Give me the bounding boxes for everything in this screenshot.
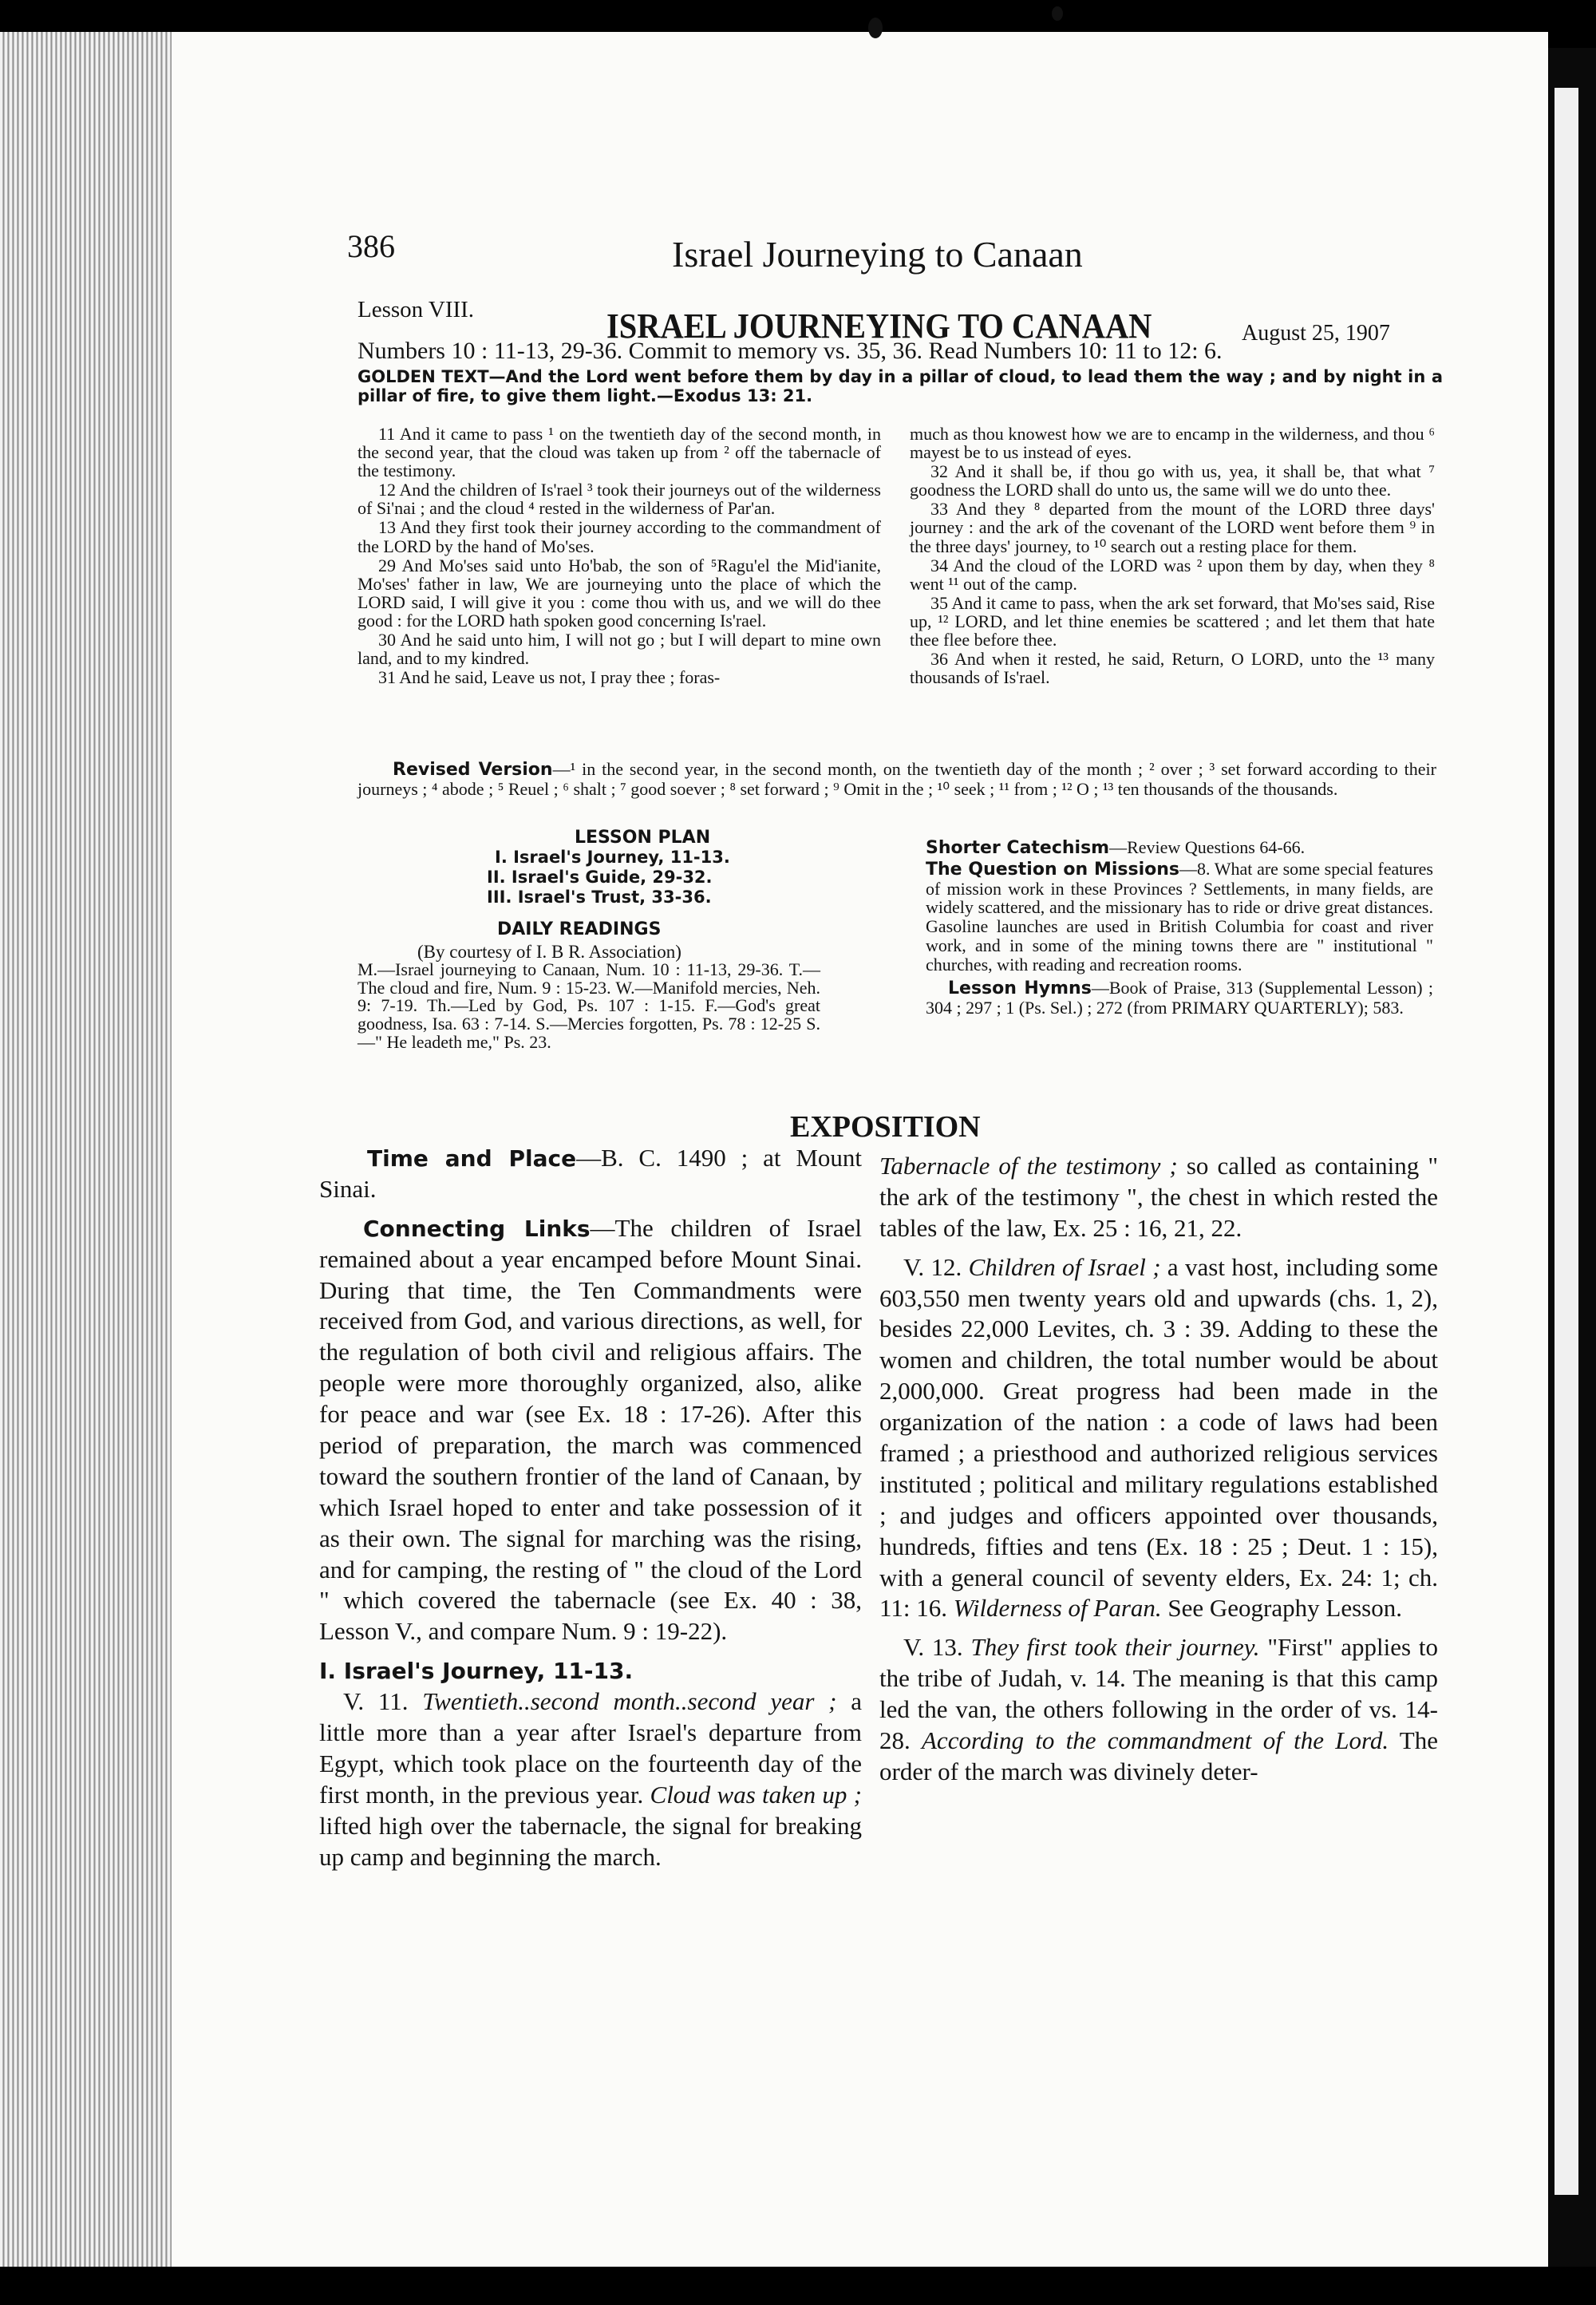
phrase: Tabernacle of the testimony ; bbox=[879, 1152, 1178, 1180]
missions-label: The Question on Missions bbox=[926, 859, 1180, 880]
shorter-catechism-label: Shorter Catechism bbox=[926, 838, 1110, 858]
shorter-catechism-text: —Review Questions 64-66. bbox=[1109, 837, 1306, 857]
lesson-plan-item: III. Israel's Trust, 33-36. bbox=[487, 887, 712, 907]
verse: 36 And when it rested, he said, Return, O LORD, unto the ¹³ many thousands of Is'rael. bbox=[910, 649, 1435, 688]
verse: 33 And they ⁸ departed from the mount of the LORD three days' journey : and the ark of the covenant of the LORD went before them ⁹ in the three days' journey, to ¹⁰ search out a resting place for them. bbox=[910, 499, 1435, 556]
lesson-plan-title: LESSON PLAN bbox=[575, 828, 711, 848]
note-text: The order of the march was divinely deter- bbox=[879, 1726, 1439, 1785]
time-and-place-text: —B. C. 1490 ; at Mount Sinai. bbox=[319, 1144, 862, 1203]
lesson-plan-item: II. Israel's Guide, 29-32. bbox=[487, 867, 713, 887]
lesson-hymns-label: Lesson Hymns bbox=[948, 979, 1092, 999]
exposition-title: EXPOSITION bbox=[790, 1110, 981, 1144]
time-and-place-label: Time and Place bbox=[367, 1145, 577, 1172]
note-text: so called as containing " the ark of the testimony ", the chest in which rested the tables of the law, Ex. 25 : 16, 21, 22. bbox=[879, 1152, 1438, 1242]
verse-13-note bbox=[879, 1632, 1438, 1787]
phrase: Children of Israel ; bbox=[968, 1252, 1161, 1281]
phrase: Wilderness of Paran. bbox=[953, 1594, 1162, 1623]
phrase: Twentieth..second month..second year ; bbox=[422, 1687, 837, 1716]
verse: much as thou knowest how we are to encamp in the wilderness, and thou ⁶ mayest be to us instead of eyes. bbox=[910, 424, 1435, 463]
time-and-place bbox=[319, 1143, 862, 1205]
verse-12-note bbox=[879, 1252, 1438, 1625]
scripture-column-right bbox=[910, 425, 1435, 687]
lesson-hymns bbox=[926, 979, 1433, 1018]
verse-label: V. 12. bbox=[903, 1252, 962, 1281]
phrase: They first took their journey. bbox=[970, 1633, 1260, 1662]
revised-version-label: Revised Version bbox=[393, 760, 553, 780]
exposition-column-left bbox=[319, 1143, 862, 1872]
note-text: a vast host, including some 603,550 men twenty years old and upwards (chs. 1, 2), besides 22,000 Levites, ch. 3 : 39. Adding to these the women and children, the total number would be about 2,000,000. Great progress had been made in the organization of the nation : a code of laws had been framed ; a priesthood and authorized religious services instituted ; political and military regulations established ; and judges and officers appointed over thousands, hundreds, fifties and tens (Ex. 18 : 25 ; Deut. 1 : 15), with a general council of seventy elders, Ex. 24: 1; ch. 11: 16. bbox=[879, 1252, 1438, 1623]
verse-11-note bbox=[319, 1686, 862, 1872]
shorter-catechism bbox=[926, 838, 1433, 858]
scan-speck bbox=[1052, 6, 1063, 21]
note-text: "First" applies to the tribe of Judah, v. 14. The meaning is that this camp led the van, the others following in the order of vs. 14-28. bbox=[879, 1633, 1438, 1755]
scripture-column-left bbox=[358, 425, 881, 687]
note-text: a little more than a year after Israel's departure from Egypt, which took place on the fourteenth day of the first month, in the previous year. bbox=[319, 1687, 862, 1809]
lesson-date: August 25, 1907 bbox=[1242, 321, 1390, 346]
note-text: See Geography Lesson. bbox=[1161, 1594, 1402, 1623]
scan-speck bbox=[868, 18, 883, 38]
question-on-missions bbox=[926, 860, 1433, 975]
revised-version-text: —¹ in the second year, in the second month, on the twentieth day of the month ; ² over ; ³ set forward according to their journeys ; ⁴ abode ; ⁵ Reuel ; ⁶ shalt ; ⁷ good soever ; ⁸ set forward ; ⁹ Omit in the ; ¹⁰ seek ; ¹¹ from ; ¹² O ; ¹³ ten thousands of the thousands. bbox=[358, 759, 1436, 799]
connecting-links-text: —The children of Israel remained about a year encamped before Mount Sinai. During that time, the Ten Commandments were received from God, and various directions, as well, for the regulation of both civil and religious affairs. The people were more thoroughly organized, also, alike for peace and war (see Ex. 18 : 17-26). After this period of preparation, the march was commenced toward the southern frontier of the land of Canaan, by which Israel hoped to enter and take possession of it as their own. The signal for marching was the rising, and for camping, the resting of " the cloud of the Lord " which covered the tabernacle (see Ex. 40 : 38, Lesson V., and compare Num. 9 : 19-22). bbox=[319, 1213, 863, 1646]
section-heading-text: I. Israel's Journey, 11-13. bbox=[319, 1658, 634, 1685]
connecting-links-label: Connecting Links bbox=[363, 1215, 591, 1242]
verse: 32 And it shall be, if thou go with us, yea, it shall be, that what ⁷ goodness the LORD shall do unto us, the same will we do unto thee. bbox=[910, 461, 1435, 500]
daily-readings-text: M.—Israel journeying to Canaan, Num. 10 : 11-13, 29-36. T.—The cloud and fire, Num. 9 : 15-23. W.—Manifold mercies, Neh. 9: 7-19. Th.—Led by God, Ps. 107 : 1-15. F.—God's great goodness, Isa. 63 : 7-14. S.—Mercies forgotten, Ps. 78 : 12-25 S.—" He leadeth me," Ps. 23. bbox=[358, 959, 820, 1052]
verse: 11 And it came to pass ¹ on the twentieth day of the second month, in the second year, that the cloud was taken up from ² off the tabernacle of the testimony. bbox=[358, 424, 881, 481]
phrase: According to the commandment of the Lord. bbox=[922, 1726, 1389, 1755]
lesson-title: ISRAEL JOURNEYING TO CANAAN bbox=[606, 306, 1152, 346]
verse: 12 And the children of Is'rael ³ took their journeys out of the wilderness of Si'nai ; and the cloud ⁴ rested in the wilderness of Par'an. bbox=[358, 480, 881, 519]
daily-readings-courtesy: (By courtesy of I. B R. Association) bbox=[417, 942, 681, 962]
missions-text: —8. What are some special features of mission work in these Provinces ? Settlements, in many fields, are widely scattered, and the missionary has to ride or drive great distances. Gasoline launches are used in British Columbia for coast and river work, and in some of the mining towns there are " institutional " churches, with reading and recreation rooms. bbox=[926, 858, 1433, 975]
verse: 35 And it came to pass, when the ark set forward, that Mo'ses said, Rise up, ¹² LORD, and let thine enemies be scattered ; and let them that hate thee flee before thee. bbox=[910, 592, 1435, 650]
scripture-reference: Numbers 10 : 11-13, 29-36. Commit to memory vs. 35, 36. Read Numbers 10: 11 to 12: 6. bbox=[358, 338, 1223, 364]
verse-label: V. 11. bbox=[343, 1687, 409, 1716]
verse: 30 And he said unto him, I will not go ; but I will depart to mine own land, and to my kindred. bbox=[358, 630, 881, 669]
facing-page-strip bbox=[1555, 88, 1578, 2195]
exposition-column-right bbox=[879, 1151, 1438, 1796]
verse-11-note-cont bbox=[879, 1151, 1438, 1244]
lesson-hymns-text: —Book of Praise, 313 (Supplemental Lesson) ; 304 ; 297 ; 1 (Ps. Sel.) ; 272 (from PRIMARY QUARTERLY); 583. bbox=[926, 978, 1433, 1018]
lesson-notes bbox=[926, 838, 1433, 1022]
book-page-edges bbox=[0, 32, 172, 2267]
section-heading bbox=[319, 1655, 862, 1686]
connecting-links bbox=[319, 1213, 862, 1647]
running-head: Israel Journeying to Canaan bbox=[672, 234, 1083, 275]
verse: 34 And the cloud of the LORD was ² upon them by day, when they ⁸ went ¹¹ out of the camp. bbox=[910, 555, 1435, 594]
golden-text: GOLDEN TEXT—And the Lord went before them by day in a pillar of cloud, to lead them the way ; and by night in a pillar of fire, to give them light.—Exodus 13: 21. bbox=[358, 367, 1443, 406]
lesson-plan-item: I. Israel's Journey, 11-13. bbox=[495, 848, 730, 867]
page-number: 386 bbox=[347, 228, 395, 264]
verse: 31 And he said, Leave us not, I pray thee ; foras- bbox=[378, 667, 721, 688]
phrase: Cloud was taken up ; bbox=[650, 1780, 862, 1809]
note-text: lifted high over the tabernacle, the signal for breaking up camp and beginning the march. bbox=[319, 1811, 862, 1871]
lesson-plan bbox=[487, 848, 730, 907]
lesson-number: Lesson VIII. bbox=[358, 297, 475, 322]
verse: 13 And they first took their journey according to the commandment of the LORD by the hand of Mo'ses. bbox=[358, 517, 881, 556]
verse: 29 And Mo'ses said unto Ho'bab, the son of ⁵Ragu'el the Mid'ianite, Mo'ses' father in law, We are journeying unto the place of which the LORD said, I will give it you : come thou with us, and we will do thee good : for the LORD hath spoken good concerning Is'rael. bbox=[358, 555, 881, 631]
daily-readings-title: DAILY READINGS bbox=[497, 919, 662, 939]
revised-version bbox=[358, 760, 1436, 799]
verse-label: V. 13. bbox=[903, 1633, 963, 1662]
